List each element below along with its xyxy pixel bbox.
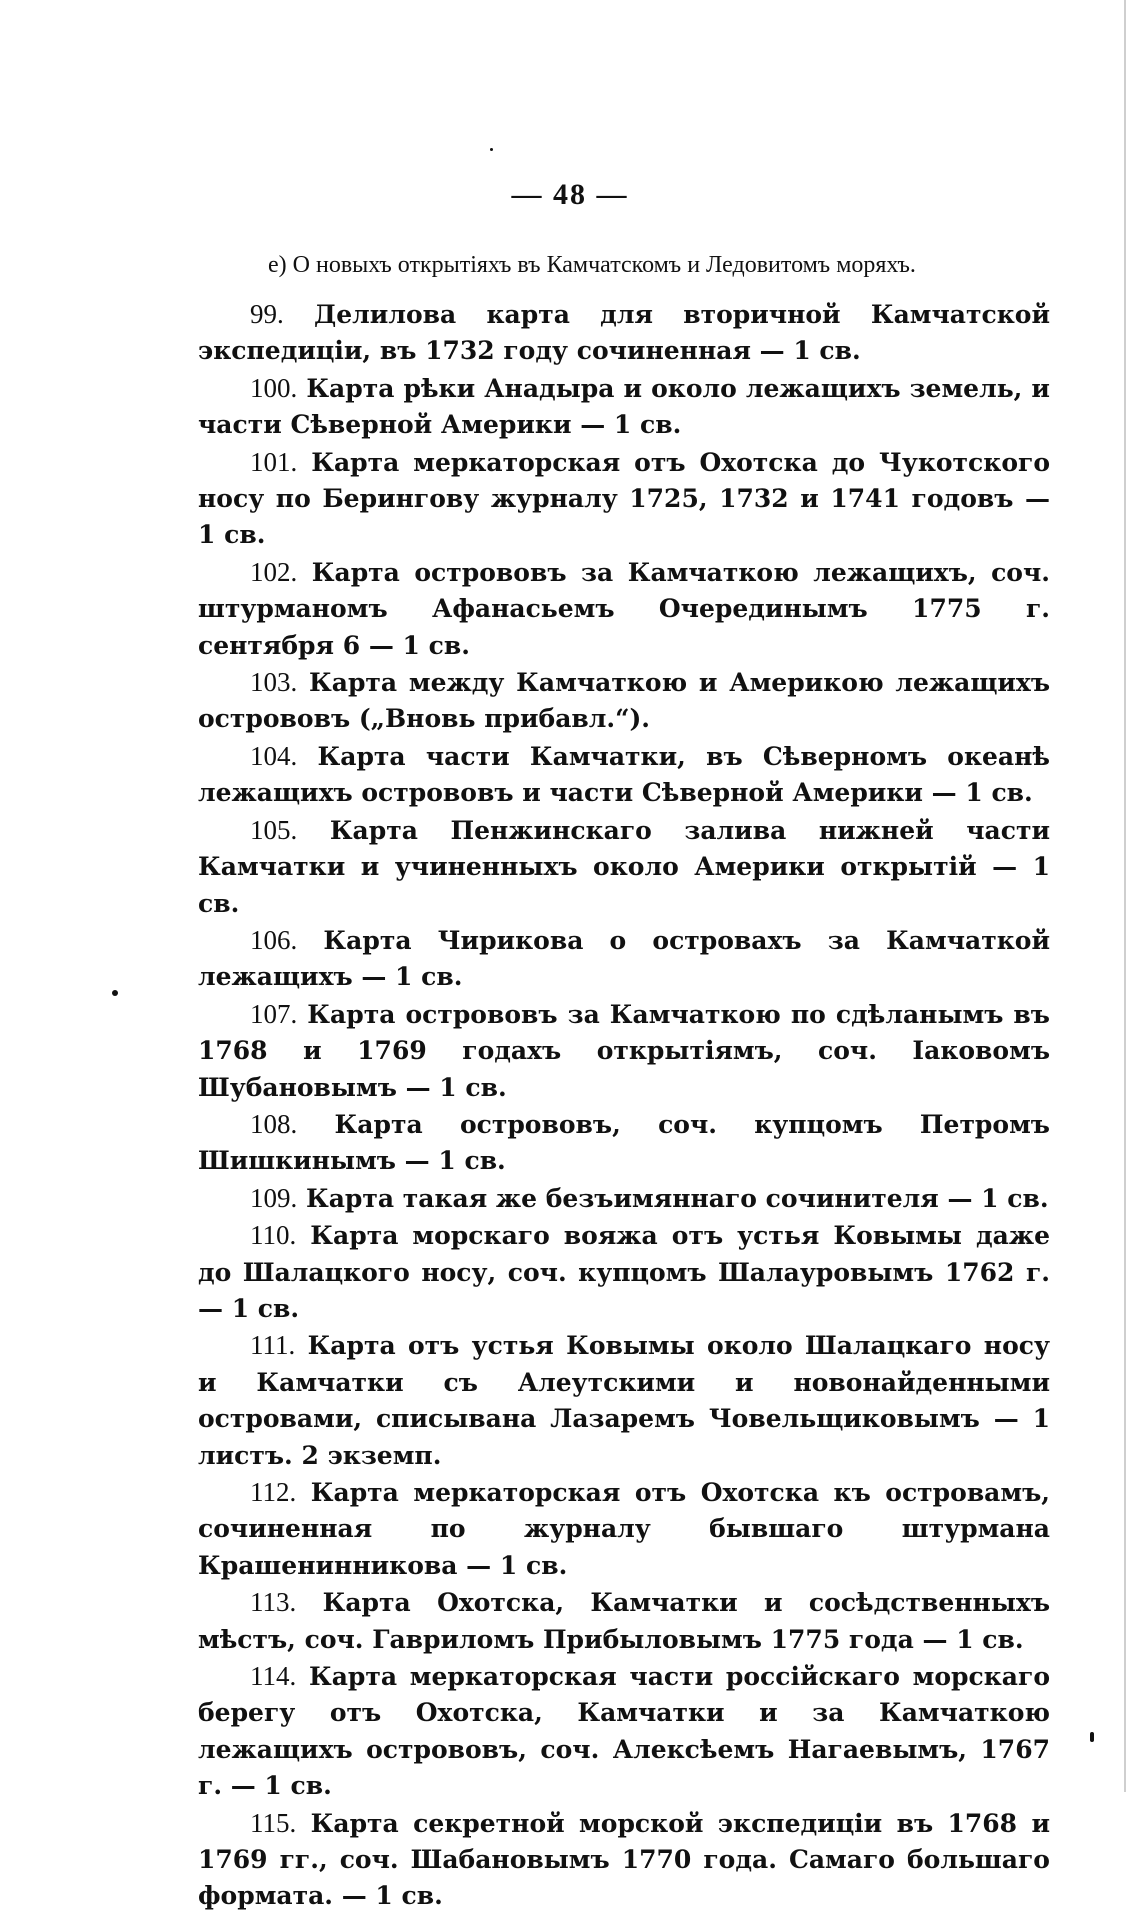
- entry-number: 112.: [250, 1477, 297, 1507]
- entry-text: Карта Чирикова о островахъ за Камчаткой лежащихъ — 1 св.: [198, 925, 1050, 992]
- list-item: [198, 1327, 1050, 1474]
- entry-text: Карта острововъ, соч. купцомъ Петромъ Шишкинымъ — 1 св.: [198, 1109, 1050, 1176]
- entry-number: 109.: [250, 1182, 298, 1213]
- entry-text: Карта меркаторская части россійскаго морскаго берегу отъ Охотска, Камчатки и за Камчаткою лежащихъ острововъ, соч. Алексѣемъ Нагаевымъ, 1767 г. — 1 св.: [198, 1662, 1050, 1801]
- list-item: [198, 296, 1050, 370]
- entry-number: 105.: [250, 814, 298, 845]
- page-number: — 48 —: [511, 178, 629, 211]
- list-item: [198, 738, 1050, 812]
- entry-number: 110.: [250, 1220, 297, 1251]
- entry-text: Карта части Камчатки, въ Сѣверномъ океанѣ лежащихъ острововъ и части Сѣверной Америки — 1 св.: [198, 741, 1050, 808]
- entry-text: Карта Охотска, Камчатки и сосѣдственныхъ мѣстъ, соч. Гавриломъ Прибыловымъ 1775 года — 1 св.: [198, 1588, 1050, 1654]
- entry-number: 111.: [250, 1330, 296, 1361]
- entry-number: 108.: [250, 1108, 298, 1139]
- list-item: [198, 1474, 1050, 1584]
- entry-text: Карта острововъ за Камчаткою лежащихъ, соч. штурманомъ Афанасьемъ Очерединымъ 1775 г. сентября 6 — 1 св.: [198, 557, 1050, 660]
- list-item: [198, 444, 1050, 554]
- list-item: [198, 1217, 1050, 1327]
- scan-artifact-speck: [1090, 1732, 1094, 1742]
- entry-text: Карта меркаторская отъ Охотска до Чукотского носу по Берингову журналу 1725, 1732 и 1741 годовъ — 1 св.: [198, 447, 1050, 550]
- entry-text: Карта между Камчаткою и Америкою лежащихъ острововъ („Вновь прибавл.“).: [198, 668, 1050, 734]
- entry-number: 115.: [250, 1807, 297, 1838]
- entry-number: 99.: [250, 299, 284, 329]
- list-item: [198, 370, 1050, 444]
- entry-number: 104.: [250, 740, 298, 771]
- entry-text: Карта морскаго вояжа отъ устья Ковымы даже до Шалацкого носу, соч. купцомъ Шалауровымъ 1762 г. — 1 св.: [198, 1221, 1050, 1323]
- section-title: e) О новыхъ открытіяхъ въ Камчатскомъ и Ледовитомъ моряхъ.: [268, 252, 916, 278]
- entry-number: 100.: [250, 372, 298, 403]
- page-edge-rule: [1124, 0, 1126, 1792]
- scan-artifact-dot: [490, 148, 493, 151]
- list-item: [198, 554, 1050, 664]
- entry-number: 101.: [250, 446, 298, 477]
- list-item: [198, 1805, 1050, 1915]
- list-item: [198, 664, 1050, 738]
- entry-text: Карта Пенжинскаго залива нижней части Камчатки и учиненныхъ около Америки открытій — 1 св.: [198, 815, 1050, 918]
- entry-number: 107.: [250, 998, 298, 1029]
- scan-artifact-dot: [112, 990, 118, 996]
- entry-list: [198, 296, 1050, 1915]
- entry-text: Карта такая же безъимяннаго сочинителя — 1 св.: [305, 1183, 1049, 1213]
- entry-number: 103.: [250, 667, 298, 698]
- list-item: [198, 922, 1050, 996]
- entry-number: 102.: [250, 556, 298, 587]
- entry-text: Карта меркаторская отъ Охотска къ островамъ, сочиненная по журналу бывшаго штурмана Крашенинникова — 1 св.: [198, 1478, 1050, 1580]
- list-item: [198, 1584, 1050, 1658]
- entry-text: Карта секретной морской экспедиціи въ 1768 и 1769 гг., соч. Шабановымъ 1770 года. Самаго большаго формата. — 1 св.: [198, 1808, 1050, 1911]
- list-item: [198, 1180, 1050, 1217]
- list-item: [198, 1106, 1050, 1180]
- entry-text: Делилова карта для вторичной Камчатской экспедиціи, въ 1732 году сочиненная — 1 св.: [198, 300, 1050, 366]
- list-item: [198, 996, 1050, 1106]
- entry-number: 113.: [250, 1587, 297, 1618]
- entry-text: Карта рѣки Анадыра и около лежащихъ земель, и части Сѣверной Америки — 1 св.: [198, 373, 1050, 440]
- list-item: [198, 1658, 1050, 1805]
- entry-text: Карта отъ устья Ковымы около Шалацкаго носу и Камчатки съ Алеутскими и новонайденными островами, списывана Лазаремъ Човельщиковымъ — 1 листъ. 2 экземп.: [198, 1331, 1050, 1470]
- entry-text: Карта острововъ за Камчаткою по сдѣланымъ въ 1768 и 1769 годахъ открытіямъ, соч. Іаковомъ Шубановымъ — 1 св.: [198, 999, 1050, 1102]
- entry-number: 106.: [250, 924, 298, 955]
- entry-number: 114.: [250, 1661, 297, 1692]
- list-item: [198, 812, 1050, 922]
